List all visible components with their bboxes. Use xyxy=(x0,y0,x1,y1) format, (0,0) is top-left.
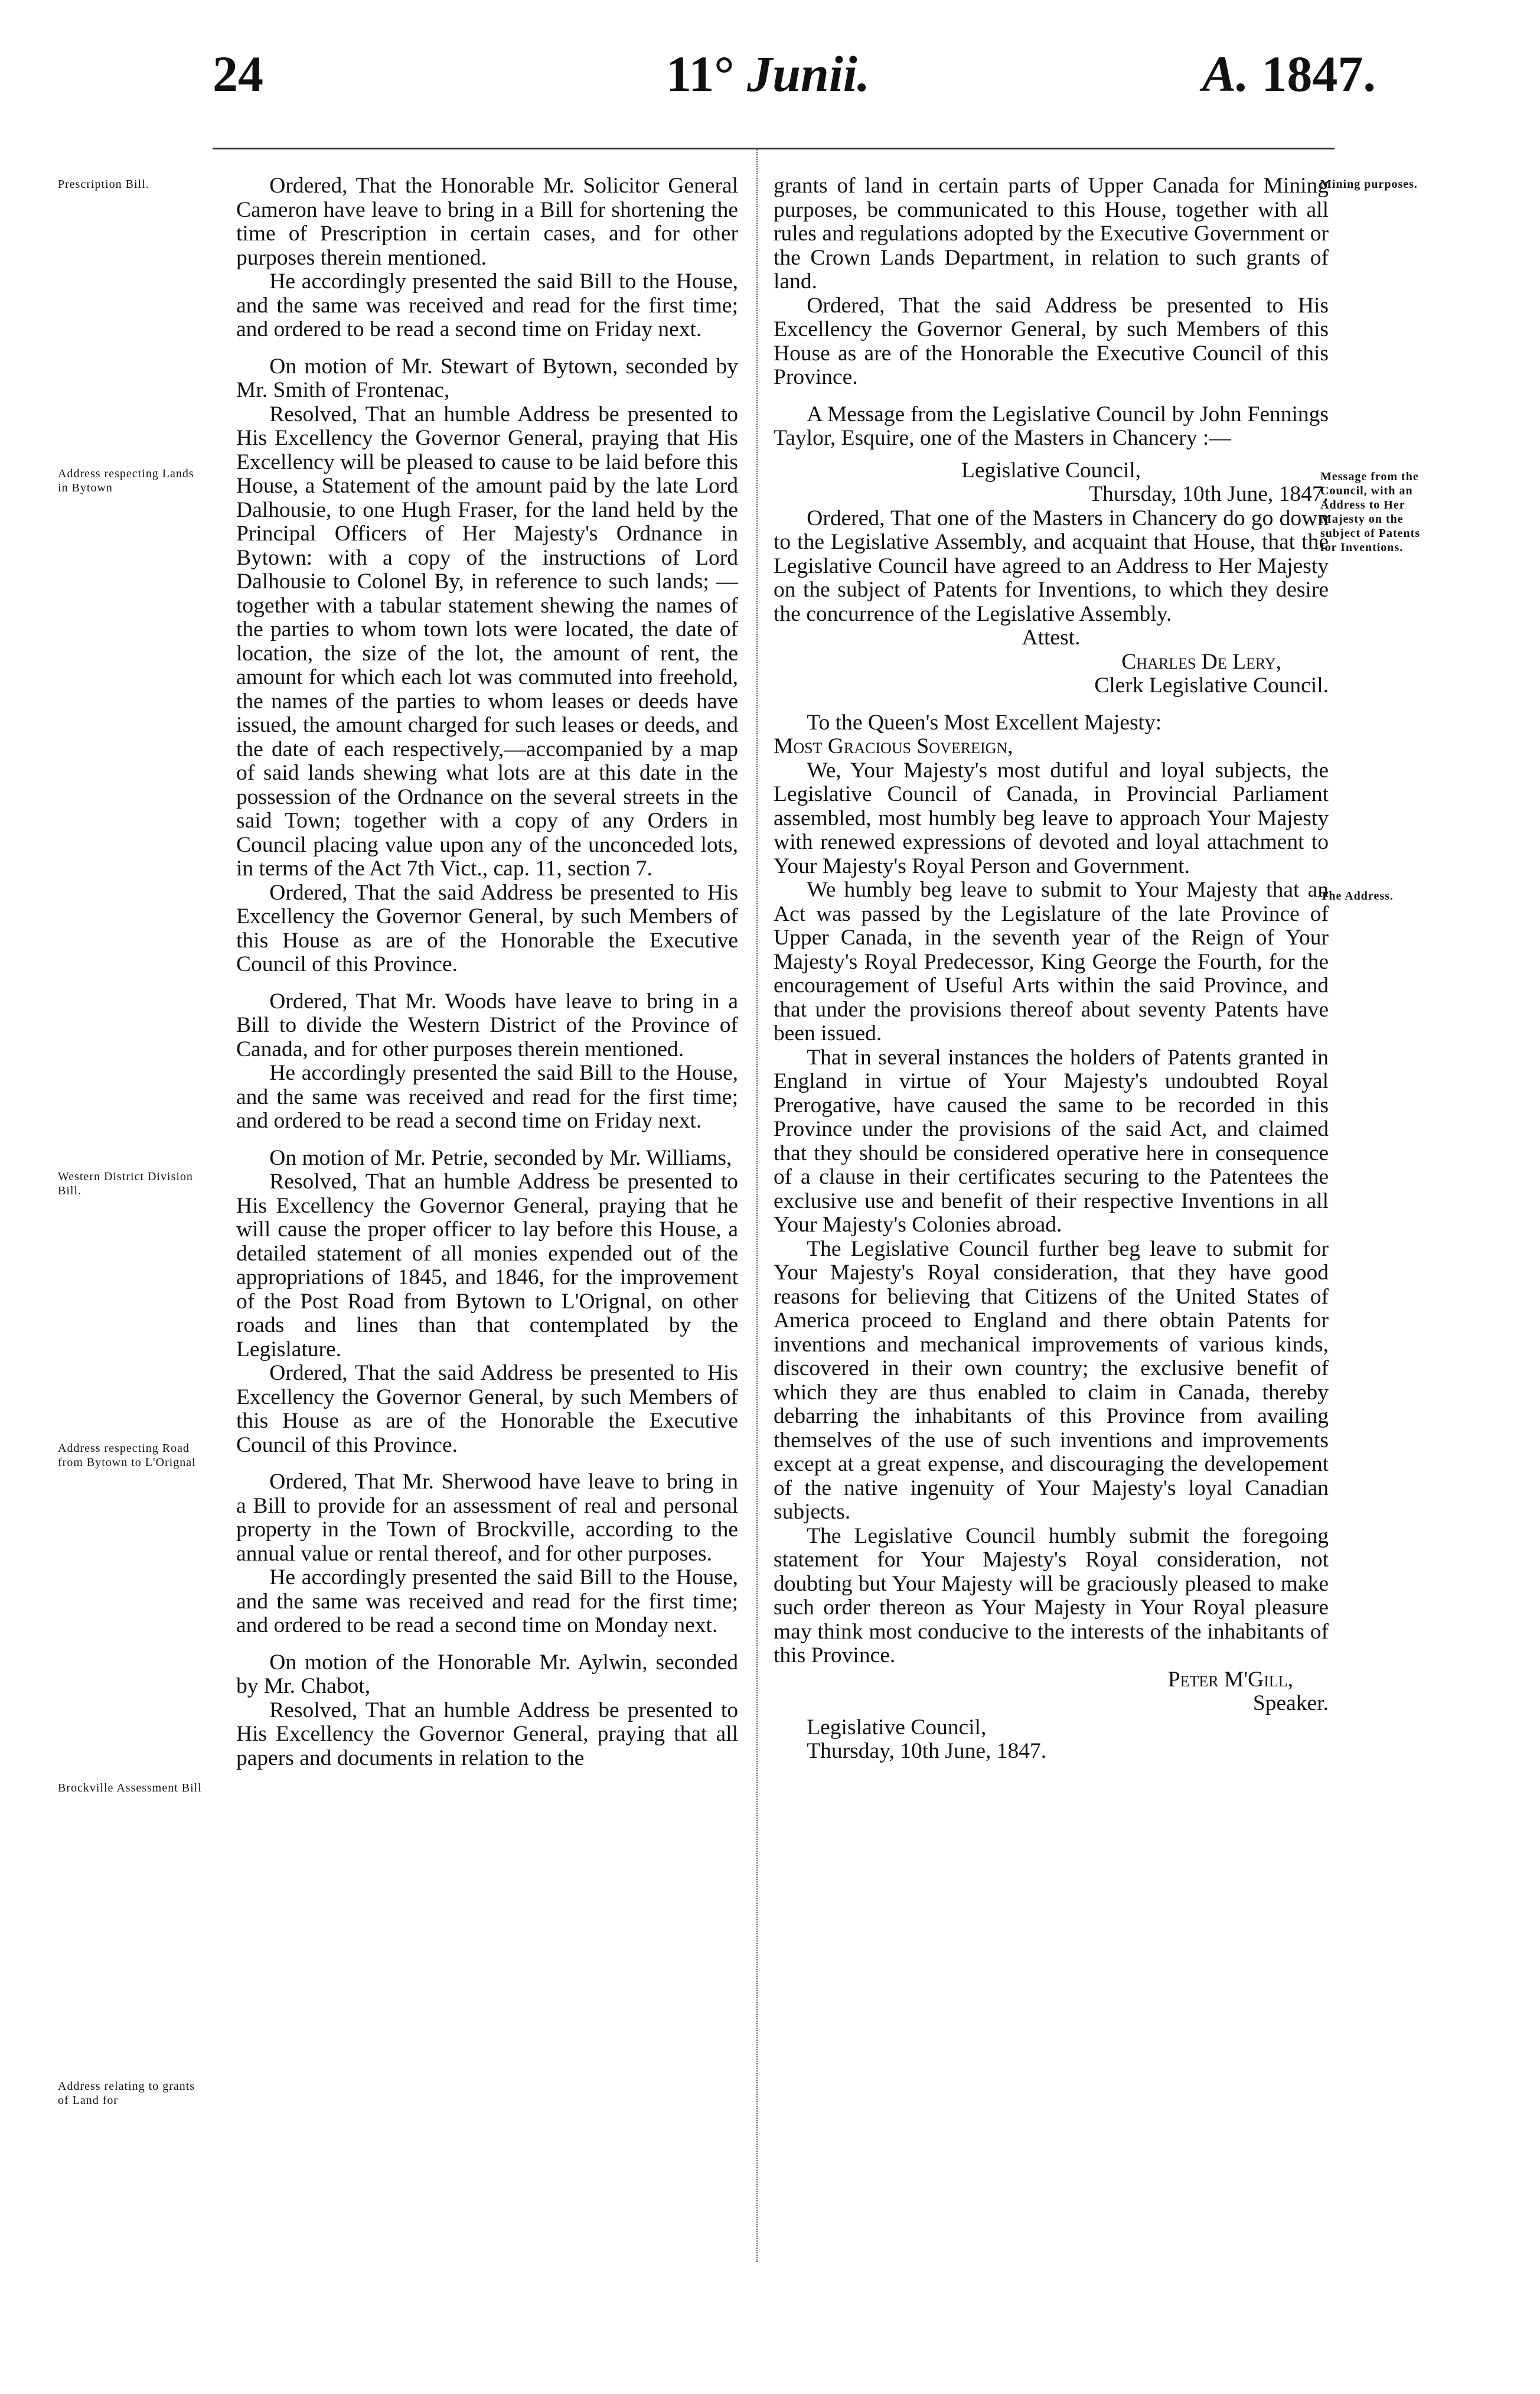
header-rule xyxy=(213,148,1335,149)
message-place: Legislative Council, xyxy=(961,458,1141,483)
journal-year xyxy=(1202,35,1376,112)
left-paragraph: On motion of Mr. Petrie, seconded by Mr. Williams, xyxy=(269,1145,732,1170)
left-paragraph: On motion of Mr. Stewart of Bytown, seconded by Mr. Smith of Frontenac, xyxy=(236,354,738,402)
left-paragraph: He accordingly presented the said Bill to the House, and the same was received and read for the first time; and ordered to be read a second time on Friday next. xyxy=(236,1061,738,1133)
closing-date: Thursday, 10th June, 1847. xyxy=(807,1739,1047,1763)
left-paragraph: Ordered, That the Honorable Mr. Solicitor General Cameron have leave to bring in a Bill for shortening the time of Prescription in certain cases, and for other purposes therein mentioned. xyxy=(236,174,738,270)
salutation: Most Gracious Sovereign, xyxy=(774,734,1013,758)
margin-note-mining: Mining purposes. xyxy=(1320,178,1418,191)
margin-note-message: Message from the Council, with an Address to Her Majesty on the subject of Patents for Inventions. xyxy=(1320,470,1421,554)
speaker-title: Speaker. xyxy=(1252,1691,1329,1715)
margin-note-land-grants: Address relating to grants of Land for xyxy=(58,2080,195,2107)
right-paragraph: grants of land in certain parts of Upper Canada for Mining purposes, be communicated to this House, together with all rules and regulations adopted by the Executive Government or the Crown Lands Department, in relation to such grants of land. xyxy=(774,174,1329,294)
margin-note-the-address: The Address. xyxy=(1320,890,1394,903)
left-paragraph: Ordered, That Mr. Sherwood have leave to bring in a Bill to provide for an assessment of real and personal property in the Town of Brockville, according to the annual value or rental thereof, and for other purposes. xyxy=(236,1470,738,1566)
page-number: 24 xyxy=(213,45,263,102)
left-paragraph: On motion of the Honorable Mr. Aylwin, seconded by Mr. Chabot, xyxy=(236,1650,738,1698)
left-paragraph: Ordered, That the said Address be presented to His Excellency the Governor General, by such Members of this House as are of the Honorable the Executive Council of this Province. xyxy=(236,880,738,976)
right-paragraph: The Legislative Council further beg leave to submit for Your Majesty's Royal consideration, that they have good reasons for believing that Citizens of the United States of America proceed to England and there obtain Patents for inventions and mechanical improvements of various kinds, discovered in their own country; the exclusive benefit of which they are thus enabled to claim in Canada, thereby debarring the inhabitants of this Province from availing themselves of the use of such inventions and improvements except at a great expense, and discouraging the developement of the native ingenuity of Your Majesty's loyal Canadian subjects. xyxy=(774,1236,1329,1524)
clerk-signature: Charles De Lery, xyxy=(1121,649,1281,674)
message-order: Ordered, That one of the Masters in Chancery do go down to the Legislative Assembly, and acquaint that House, that the Legislative Council have agreed to an Address to Her Majesty on the subject of Patents for Inventions, to which they desire the concurrence of the Legislative Assembly. xyxy=(774,506,1329,626)
margin-note-bytown-lands: Address respecting Lands in Bytown xyxy=(58,467,194,494)
left-column xyxy=(236,174,738,1770)
left-paragraph: Resolved, That an humble Address be presented to His Excellency the Governor General, praying that all papers and documents in relation to the xyxy=(236,1698,738,1770)
left-paragraph: Ordered, That the said Address be presented to His Excellency the Governor General, by such Members of this House as are of the Honorable the Executive Council of this Province. xyxy=(236,1361,738,1457)
date-day: 11° xyxy=(666,45,735,102)
message-date: Thursday, 10th June, 1847. xyxy=(1089,482,1329,506)
margin-note-prescription: Prescription Bill. xyxy=(58,178,149,191)
year-prefix: A. xyxy=(1202,45,1249,102)
margin-note-road-address: Address respecting Road from Bytown to L'Orignal xyxy=(58,1442,196,1469)
right-paragraph: The Legislative Council humbly submit the foregoing statement for Your Majesty's Royal consideration, not doubting but Your Majesty will be graciously pleased to make such order thereon as Your Majesty in Your Royal pleasure may think most conducive to the interests of the inhabitants of this Province. xyxy=(774,1523,1329,1667)
left-paragraph: Resolved, That an humble Address be presented to His Excellency the Governor General, praying that he will cause the proper officer to lay before this House, a detailed statement of all monies expended out of the appropriations of 1845, and 1846, for the improvement of the Post Road from Bytown to L'Orignal, on other roads and lines than that contemplated by the Legislature. xyxy=(236,1170,738,1362)
right-paragraph: We, Your Majesty's most dutiful and loyal subjects, the Legislative Council of Canada, in Provincial Parliament assembled, most humbly beg leave to approach Your Majesty with renewed expressions of devoted and loyal attachment to Your Majesty's Royal Person and Government. xyxy=(774,758,1329,878)
margin-note-brockville: Brockville Assessment Bill xyxy=(58,1781,202,1794)
closing-place: Legislative Council, xyxy=(807,1715,987,1740)
date-month: Junii. xyxy=(747,45,870,102)
left-paragraph: Ordered, That Mr. Woods have leave to bring in a Bill to divide the Western District of the Province of Canada, and for other purposes therein mentioned. xyxy=(236,989,738,1061)
journal-date xyxy=(666,35,870,112)
clerk-title: Clerk Legislative Council. xyxy=(1094,673,1329,698)
speaker-signature: Peter M'Gill, xyxy=(1167,1667,1293,1692)
address-heading: To the Queen's Most Excellent Majesty: xyxy=(807,710,1162,735)
left-paragraph: Resolved, That an humble Address be presented to His Excellency the Governor General, praying that His Excellency will be pleased to cause to be laid before this House, a Statement of the amount paid by the late Lord Dalhousie, to one Hugh Fraser, for the land held by the Principal Officers of Her Majesty's Ordnance in Bytown: with a copy of the instructions of Lord Dalhousie to Colonel By, in reference to such lands; —together with a tabular statement shewing the names of the parties to whom town lots were located, the date of location, the size of the lot, the amount of rent, the amount for which each lot was commuted into freehold, the names of the parties to whom leases or deeds have issued, the amount charged for such leases or deeds, and the date of each respectively,—accompanied by a map of said lands shewing what lots are at this date in the possession of the Ordnance on the several streets in the said Town; together with a copy of any Orders in Council placing value upon any of the unconceded lots, in terms of the Act 7th Vict., cap. 11, section 7. xyxy=(236,402,738,881)
left-paragraph: He accordingly presented the said Bill to the House, and the same was received and read for the first time; and ordered to be read a second time on Monday next. xyxy=(236,1565,738,1637)
left-paragraph: He accordingly presented the said Bill to the House, and the same was received and read for the first time; and ordered to be read a second time on Friday next. xyxy=(236,269,738,341)
right-paragraph: We humbly beg leave to submit to Your Majesty that an Act was passed by the Legislature of the late Province of Upper Canada, in the seventh year of the Reign of Your Majesty's Royal Predecessor, King George the Fourth, for the encouragement of Useful Arts within the said Province, and that under the provisions thereof about seventy Patents have been issued. xyxy=(774,878,1329,1045)
margin-note-western-district: Western District Division Bill. xyxy=(58,1170,193,1197)
right-paragraph: Ordered, That the said Address be presented to His Excellency the Governor General, by such Members of this House as are of the Honorable the Executive Council of this Province. xyxy=(774,293,1329,389)
year-value: 1847. xyxy=(1261,45,1376,102)
right-paragraph: That in several instances the holders of Patents granted in England in virtue of Your Majesty's undoubted Royal Prerogative, have caused the same to be recorded in this Province under the provisions of the said Act, and claimed that they should be considered operative here in consequence of a clause in their certificates securing to the Patentees the exclusive use and benefit of their respective Inventions in all Your Majesty's Colonies abroad. xyxy=(774,1045,1329,1237)
right-column xyxy=(774,174,1329,1764)
column-divider xyxy=(756,148,758,2262)
page-header xyxy=(0,35,1540,112)
message-intro: A Message from the Legislative Council by John Fennings Taylor, Esquire, one of the Masters in Chancery :— xyxy=(774,402,1329,450)
attest-label: Attest. xyxy=(1022,626,1081,650)
